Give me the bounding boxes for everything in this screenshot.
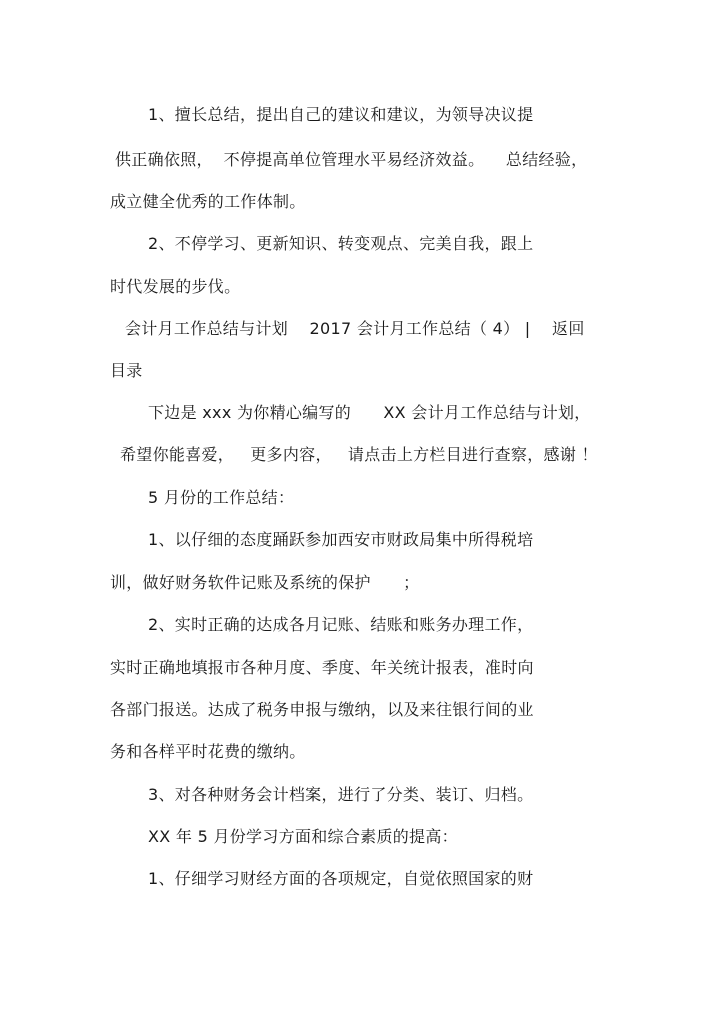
text-line-18: XX 年 5 月份学习方面和综合素质的提高： — [148, 827, 458, 846]
text-line-10: 5 月份的工作总结： — [148, 488, 295, 507]
text-line-13: 2、实时正确的达成各月记账、结账和账务办理工作， — [148, 615, 534, 634]
text-line-19: 1、仔细学习财经方面的各项规定，自觉依照国家的财 — [148, 869, 534, 888]
text-line-16: 务和各样平时花费的缴纳。 — [110, 742, 306, 761]
text-line-17: 3、对各种财务会计档案，进行了分类、装订、归档。 — [148, 785, 534, 804]
text-line-2: 供正确依照， 不停提高单位管理水平易经济效益。 总结经验， — [115, 150, 588, 169]
text-line-8: 下边是 xxx 为你精心编写的 XX 会计月工作总结与计划， — [148, 403, 591, 422]
text-line-11: 1、以仔细的态度踊跃参加西安市财政局集中所得税培 — [148, 530, 534, 549]
text-line-5: 时代发展的步伐。 — [110, 277, 241, 296]
text-line-3: 成立健全优秀的工作体制。 — [110, 192, 306, 211]
text-line-4: 2、不停学习、更新知识、转变观点、完美自我，跟上 — [148, 234, 534, 253]
text-line-7: 目录 — [110, 361, 143, 380]
text-line-1: 1、擅长总结，提出自己的建议和建议，为领导决议提 — [148, 105, 534, 124]
text-line-9: 希望你能喜爱， 更多内容， 请点击上方栏目进行查察，感谢 ！ — [120, 445, 598, 464]
text-line-12: 训，做好财务软件记账及系统的保护 ； — [110, 573, 420, 592]
text-line-14: 实时正确地填报市各种月度、季度、年关统计报表，准时向 — [110, 658, 534, 677]
text-line-15: 各部门报送。达成了税务申报与缴纳，以及来往银行间的业 — [110, 700, 534, 719]
text-line-6: 会计月工作总结与计划 2017 会计月工作总结（ 4） | 返回 — [125, 319, 585, 338]
